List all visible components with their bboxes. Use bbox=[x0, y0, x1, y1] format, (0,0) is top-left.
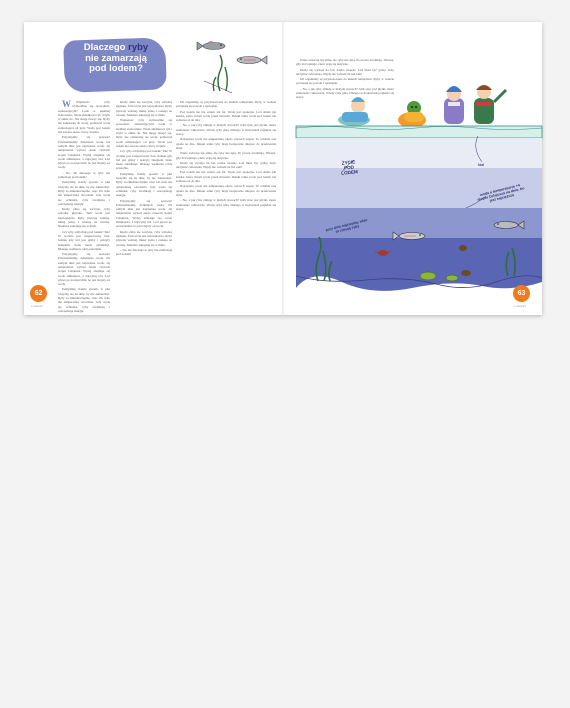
kids-illustration bbox=[334, 72, 534, 130]
title-line3: pod lodem? bbox=[89, 63, 143, 74]
drop-cap: W bbox=[62, 99, 71, 109]
paragraph: Najcięższa woda ma temperaturę około czterech stopni. To właśnie ona opada na dno. Dzięki temu ryby mają bezpieczne miejsce do przetrwania zimy. bbox=[176, 137, 276, 150]
label-temperature: woda o temperaturze +4 stopni Celsjusza na dnie, bo jest najcięższa bbox=[477, 183, 525, 204]
label-fish-wintering: przy dnie najcieplej, więc tu zimują ryby bbox=[325, 217, 368, 235]
footer-right: o ziemię? bbox=[514, 304, 526, 308]
paragraph: Najcięższa woda ma temperaturę około czterech stopni. To właśnie ona opada na dno. Dzięki temu ryby mają bezpieczne miejsce do przetrwania zimy. bbox=[176, 184, 276, 197]
paragraph: – No, ale dlaczego te ryby nie zamarzają pod lodem? bbox=[116, 247, 172, 257]
title-word: Dlaczego bbox=[83, 42, 126, 53]
left-page-column-1 bbox=[58, 99, 110, 313]
paragraph: Ich organizmy są przystosowane do niskich temperatur. Ryby w wodzie poruszają się powoli i spokojnie. bbox=[296, 77, 394, 86]
fish-icon bbox=[197, 42, 225, 51]
page-number-right: 63 bbox=[513, 285, 530, 302]
child-icon bbox=[338, 97, 370, 126]
paragraph: – No, a jak ryby zimują w małych stawach? Jeśli staw jest płytki, może zamarznąć całkowicie. Wtedy ryby giną. Dlatego w hodowlach pogłębia się stawy. bbox=[176, 123, 276, 137]
paragraph: Pomyślmy. Każdy sposób, w jaki ruszymy się na dnie, by nie zamarznąć. Ryby są zmiennocieplne, więc ich ciało ma temperaturę otoczenia. Gdy woda się ochładza, ryby zwalniają i oszczędzają energię. bbox=[58, 180, 110, 206]
page-number-left: 62 bbox=[30, 285, 47, 302]
paragraph: Przyjrzyjmy się sprawie! Przeanalizujmy dotknięcie wodą. Na samym dnie jest najcięższa woda. Jej temperatura wynosi około czterech stopni Celsjusza. Wyżej znajduje się woda zimniejsza, a najwyżej lód. Lód pływa po powierzchni, bo jest lżejszy od wody. bbox=[58, 135, 110, 170]
paragraph: Wiele zwierząt śpi zimą, ale ryby nie śpią. Po prostu zwalniają. Wiosną, gdy lód topnieje, znów stają się aktywne. bbox=[176, 151, 276, 160]
paragraph: Przyjrzyjmy się sprawie! Przeanalizujmy dotknięcie wodą. Na samym dnie jest najcięższa woda. Jej temperatura wynosi około czterech stopni Celsjusza. Wyżej znajduje się woda zimniejsza, a najwyżej lód. Lód pływa po powierzchni, bo jest lżejszy od wody. bbox=[116, 198, 172, 229]
paragraph: Pod lodem nie ma wiatru ani fal. Woda jest spokojna. Lód działa jak kołdra, która chroni wodę przed mrozem. Dzięki temu woda pod lodem nie zamarza aż do dna. bbox=[176, 109, 276, 123]
paragraph: Kiedy zima się zaczyna, ryby schodzą głęboko. Tam woda jest najcieplejsza. Ryby pływają wolniej, mniej jedzą i czekają na wiosnę. Niektóre zakopują się w mule. bbox=[58, 207, 110, 229]
book-spread bbox=[24, 22, 542, 315]
paragraph: Przyjrzyjmy się sprawie! Przeanalizujmy dotknięcie wodą. Na samym dnie jest najcięższa woda. Jej temperatura wynosi około czterech stopni Celsjusza. Wyżej znajduje się woda zimniejsza, a najwyżej lód. Lód pływa po powierzchni, bo jest lżejszy od wody. bbox=[58, 252, 110, 287]
seaweed-icon bbox=[204, 55, 232, 93]
left-page-column-2 bbox=[116, 100, 172, 290]
child-icon bbox=[444, 86, 464, 124]
paragraph: Kiedy zima się zaczyna, ryby schodzą głęboko. Tam woda jest najcieplejsza. Ryby pływają wolniej, mniej jedzą i czekają na wiosnę. Niektóre zakopują się w mule. bbox=[116, 100, 172, 117]
lake-cross-section bbox=[296, 126, 542, 302]
paragraph: Kiedy zima się zaczyna, ryby schodzą głęboko. Tam woda jest najcieplejsza. Ryby pływają wolniej, mniej jedzą i czekają na wiosnę. Niektóre zakopują się w mule. bbox=[116, 229, 172, 247]
title-highlight: ryby bbox=[128, 42, 149, 53]
paragraph: Kiedy się wystaje na lód, trzeba uważać. Lód musi być gruby, żeby utrzymać człowieka. Nigdy nie wchodź na lód sam! bbox=[296, 67, 394, 76]
paragraph: Ich organizmy są przystosowane do niskich temperatur. Ryby w wodzie poruszają się powoli i spokojnie. bbox=[176, 100, 276, 109]
child-icon bbox=[474, 85, 506, 124]
water-bottom bbox=[296, 238, 542, 291]
paragraph: Wiele zwierząt śpi zimą, ale ryby nie śpią. Po prostu zwalniają. Wiosną, gdy lód topnieje, znów stają się aktywne. bbox=[296, 58, 394, 67]
paragraph: Pomyślmy. Każdy sposób, w jaki ruszymy się na dnie, by nie zamarznąć. Ryby są zmiennocieplne, więc ich ciało ma temperaturę otoczenia. Gdy woda się ochładza, ryby zwalniają i oszczędzają energię. bbox=[116, 171, 172, 198]
paragraph: Kiedy się wystaje na lód, trzeba uważać. Lód musi być gruby, żeby utrzymać człowieka. Nigdy nie wchodź na lód sam! bbox=[176, 160, 276, 170]
label-life-under-ice: ŻYCIE POD LODEM bbox=[341, 159, 359, 176]
paragraph: – No, a jak ryby zimują w małych stawach? Jeśli staw jest płytki, może zamarznąć całkowicie. Wtedy ryby giną. Dlatego w hodowlach pogłębia się stawy. bbox=[296, 86, 394, 100]
paragraph: Pomyślmy. Każdy sposób, w jaki ruszymy się na dnie, by nie zamarznąć. Ryby są zmiennocieplne, więc ich ciało ma temperaturę otoczenia. Gdy woda się ochładza, ryby zwalniają i oszczędzają energię. bbox=[58, 287, 110, 313]
page-gutter bbox=[282, 22, 284, 315]
middle-column bbox=[176, 100, 276, 290]
paragraph: – No, a jak ryby zimują w małych stawach? Jeśli staw jest płytki, może zamarznąć całkowicie. Wtedy ryby giną. Dlatego w hodowlach pogłębia się stawy. bbox=[176, 198, 276, 211]
paragraph: W Większość ryby wybieralnie się spowolnić, zamarzającym? Lodu w ziemnej stanowisko. Woda składkowa ryb i bryłu w zimie do. Nie mogą ruszyć się. Ryby nie zamarzają do wody, ponieważ woda zamarzająca od góry. Woda pod lodem ma zawsze około cztery stopnie. bbox=[58, 99, 110, 135]
footer-left: o ziemię? bbox=[31, 304, 43, 308]
title-line2: nie zamarzają bbox=[85, 52, 147, 64]
water-top bbox=[296, 138, 542, 168]
paragraph: Pod lodem nie ma wiatru ani fal. Woda jest spokojna. Lód działa jak kołdra, która chroni wodę przed mrozem. Dzięki temu woda pod lodem nie zamarza aż do dna. bbox=[176, 170, 276, 184]
child-icon bbox=[398, 101, 426, 128]
page-title bbox=[68, 43, 164, 75]
paragraph: Większość ryby wybieralnie się spowolnić, zamarzającym? Lodu w ziemnej stanowisko. Woda składkowa ryb i bryłu w zimie do. Nie mogą ruszyć się. Ryby nie zamarzają do wody, ponieważ woda zamarzająca od góry. Woda pod lodem ma zawsze około cztery stopnie. bbox=[116, 118, 172, 148]
fish-icon bbox=[237, 56, 267, 64]
paragraph: – No, ale dlaczego te ryby nie zamarzają pod lodem? bbox=[58, 170, 110, 180]
paragraph: Czy ryby oddychają pod lodem? Tak! W wodzie jest rozpuszczony tlen. Jednak gdy lód jest gruby i pokryty śniegiem, tlenu może zabraknąć. Dlatego wędkarze robią przeręble. bbox=[116, 149, 172, 171]
paragraph: Czy ryby oddychają pod lodem? Tak! W wodzie jest rozpuszczony tlen. Jednak gdy lód jest gruby i pokryty śniegiem, tlenu może zabraknąć. Dlatego wędkarze robią przeręble. bbox=[58, 229, 110, 251]
label-ice: lód bbox=[478, 163, 484, 167]
fish-decoration bbox=[184, 36, 274, 96]
